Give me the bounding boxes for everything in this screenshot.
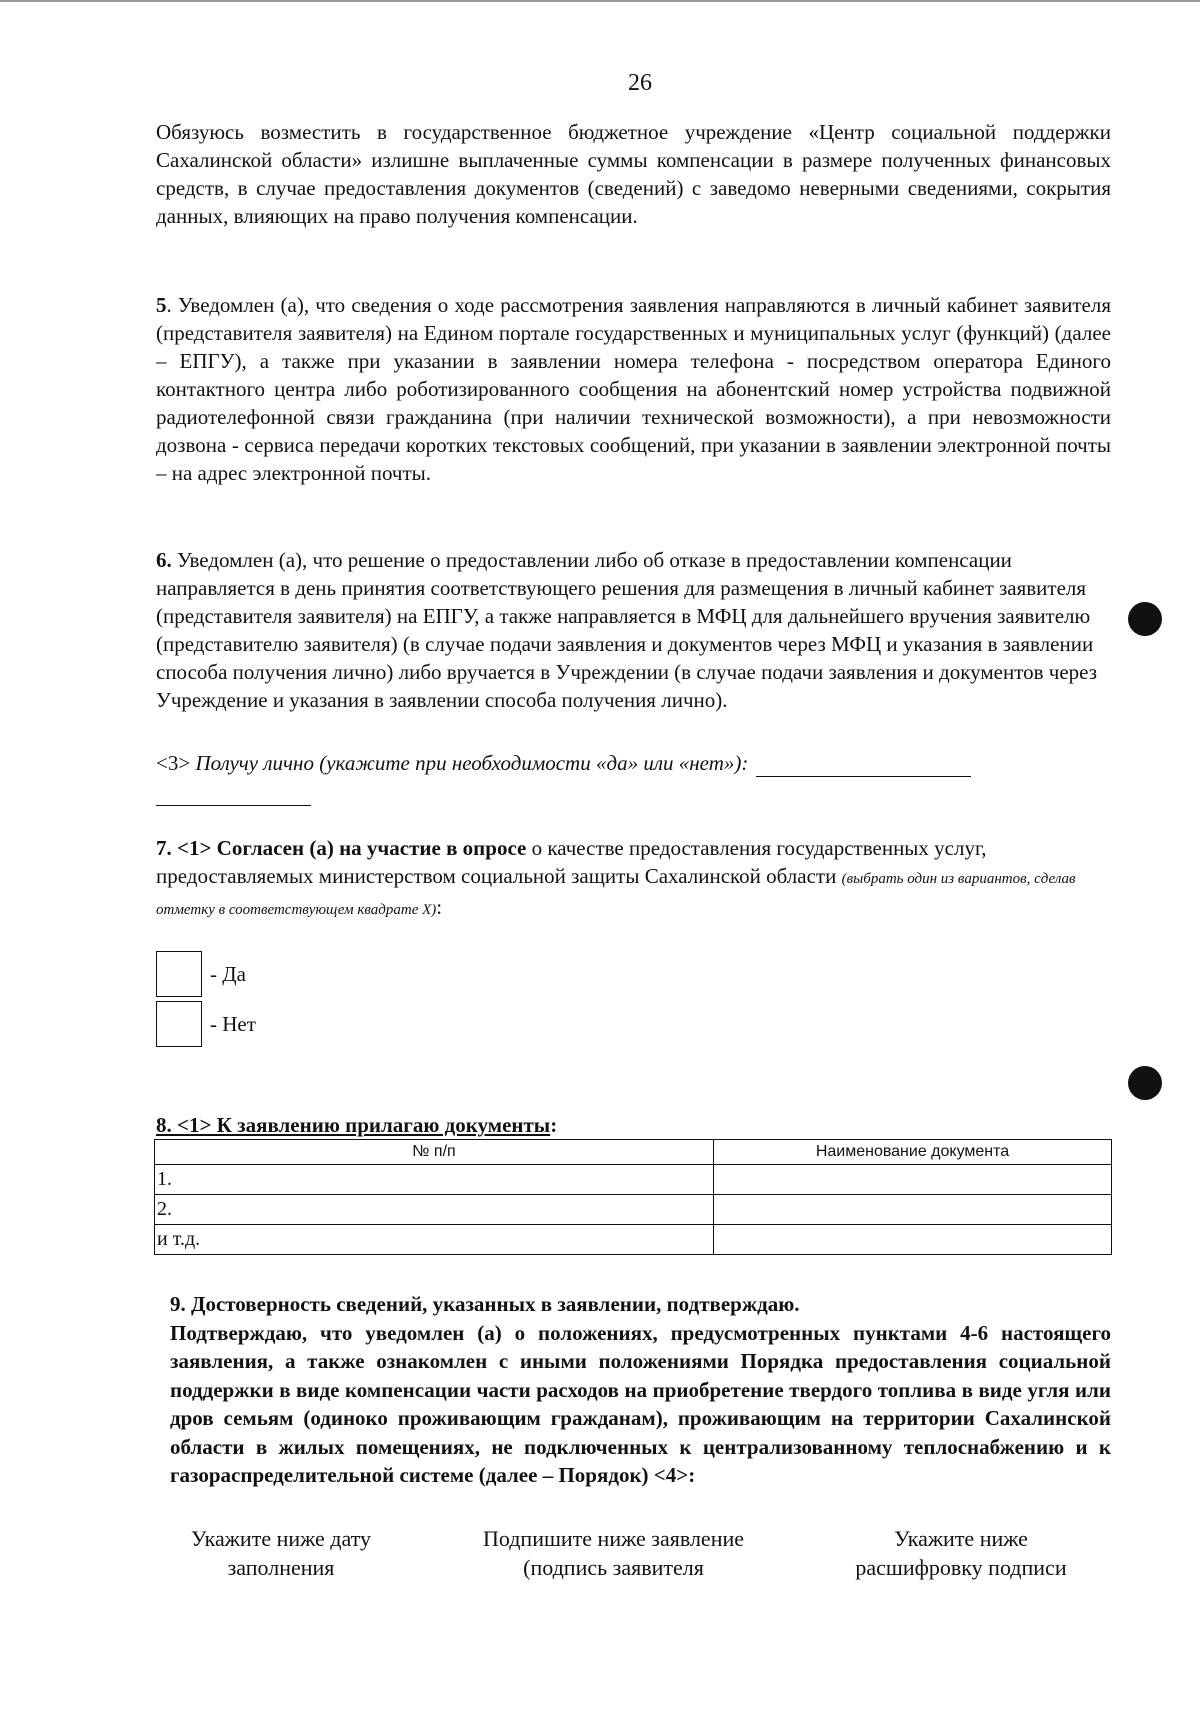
section-9 (170, 1290, 1111, 1490)
row-number-cell: 1. (155, 1165, 714, 1195)
paragraph-7-text: о качестве предоставления государственных услуг, предоставляемых министерством социальной защиты Сахалинской области (156, 836, 987, 888)
survey-yes-label: - Да (210, 962, 246, 986)
table-row (155, 1165, 1112, 1195)
document-name-cell[interactable] (714, 1195, 1112, 1225)
paragraph-5-number: 5 (156, 293, 167, 317)
paragraph-7-note: (выбрать один из вариантов, сделав отметку в соответствующем квадрате Х) (156, 871, 1076, 918)
section-8-title: 8. <1> К заявлению прилагаю документы (156, 1113, 551, 1137)
paragraph-5-text: . Уведомлен (а), что сведения о ходе рассмотрения заявления направляются в личный кабинет заявителя (представителя заявителя) на Едином портале государственных и муниципальных услуг (функций) (далее – ЕПГУ), а также при указании в заявлении номера телефона - посредством оператора Единого контактного центра либо роботизированного сообщения на абонентский номер устройства подвижной радиотелефонной связи гражданина (при наличии технической возможности), а при невозможности дозвона - сервиса передачи коротких текстовых сообщений, при указании в заявлении электронной почты – на адрес электронной почты. (156, 293, 1111, 485)
table-header-row (155, 1140, 1112, 1165)
receive-personally-line (156, 749, 1111, 777)
paragraph-6-text: Уведомлен (а), что решение о предоставлении либо об отказе в предоставлении компенсации направляется в день принятия соответствующего решения для размещения в личный кабинет заявителя (представителя заявителя) на ЕПГУ, а также направляется в МФЦ для дальнейшего вручения заявителю (представителю заявителя) (в случае подачи заявления и документов через МФЦ и указания в заявлении способа получения лично) либо вручается в Учреждении (в случае подачи заявления и документов через Учреждение и указания в заявлении способа получения лично). (156, 548, 1098, 712)
document-name-cell[interactable] (714, 1225, 1112, 1255)
paragraph-7 (156, 834, 1111, 924)
field-continuation-line (156, 805, 311, 806)
top-border-line (0, 0, 1200, 2)
row-number-cell: 2. (155, 1195, 714, 1225)
receive-personally-field[interactable] (756, 754, 971, 777)
section-8-colon: : (550, 1113, 558, 1137)
paragraph-7-lead: 7. <1> Согласен (а) на участие в опросе (156, 836, 527, 860)
signature-label: Подпишите ниже заявление (подпись заявителя (482, 1526, 745, 1580)
paragraph-7-colon: : (436, 895, 443, 919)
column-header-document-name: Наименование документа (714, 1140, 1112, 1165)
document-name-cell[interactable] (714, 1165, 1112, 1195)
section-9-title: 9. Достоверность сведений, указанных в заявлении, подтверждаю. (170, 1292, 800, 1316)
paragraph-compensation-refund: Обязуюсь возместить в государственное бюджетное учреждение «Центр социальной поддержки Сахалинской области» излишне выплаченные суммы компенсации в размере полученных финансовых средств, в случае предоставления документов (сведений) с заведомо неверными сведениями, сокрытия данных, влияющих на право получения компенсации. (156, 120, 1111, 228)
documents-table (154, 1139, 1112, 1255)
section-9-text: Подтверждаю, что уведомлен (а) о положениях, предусмотренных пунктами 4-6 настоящего заявления, а также ознакомлен с иными положениями Порядка предоставления социальной поддержки в виде компенсации части расходов на приобретение твердого топлива в виде угля или дров семьям (одиноко проживающим гражданам), проживающим на территории Сахалинской области в жилых помещениях, не подключенных к централизованному теплоснабжению и к газораспределительной системе (далее – Порядок) <4>: (170, 1320, 1111, 1487)
footnote-ref-3: <3> (156, 751, 191, 775)
table-row (155, 1225, 1112, 1255)
paragraph-6-number: 6. (156, 548, 172, 572)
receive-personally-text: Получу лично (укажите при необходимости «да» или «нет»): (190, 751, 749, 775)
survey-no-label: - Нет (210, 1012, 256, 1036)
table-row (155, 1195, 1112, 1225)
punch-hole-mark (1128, 602, 1162, 636)
date-label: Укажите ниже дату заполнения (190, 1526, 372, 1580)
row-number-cell: и т.д. (155, 1225, 714, 1255)
survey-yes-checkbox[interactable] (156, 951, 202, 997)
signature-decode-label: Укажите ниже расшифровку подписи (855, 1526, 1067, 1580)
punch-hole-mark (1128, 1066, 1162, 1100)
survey-no-checkbox[interactable] (156, 1001, 202, 1047)
signature-row (156, 1524, 1111, 1582)
column-header-number: № п/п (155, 1140, 714, 1165)
section-8-heading (156, 1113, 557, 1138)
paragraph-5 (156, 291, 1111, 487)
paragraph-6 (156, 546, 1111, 714)
page-number: 26 (628, 70, 652, 96)
